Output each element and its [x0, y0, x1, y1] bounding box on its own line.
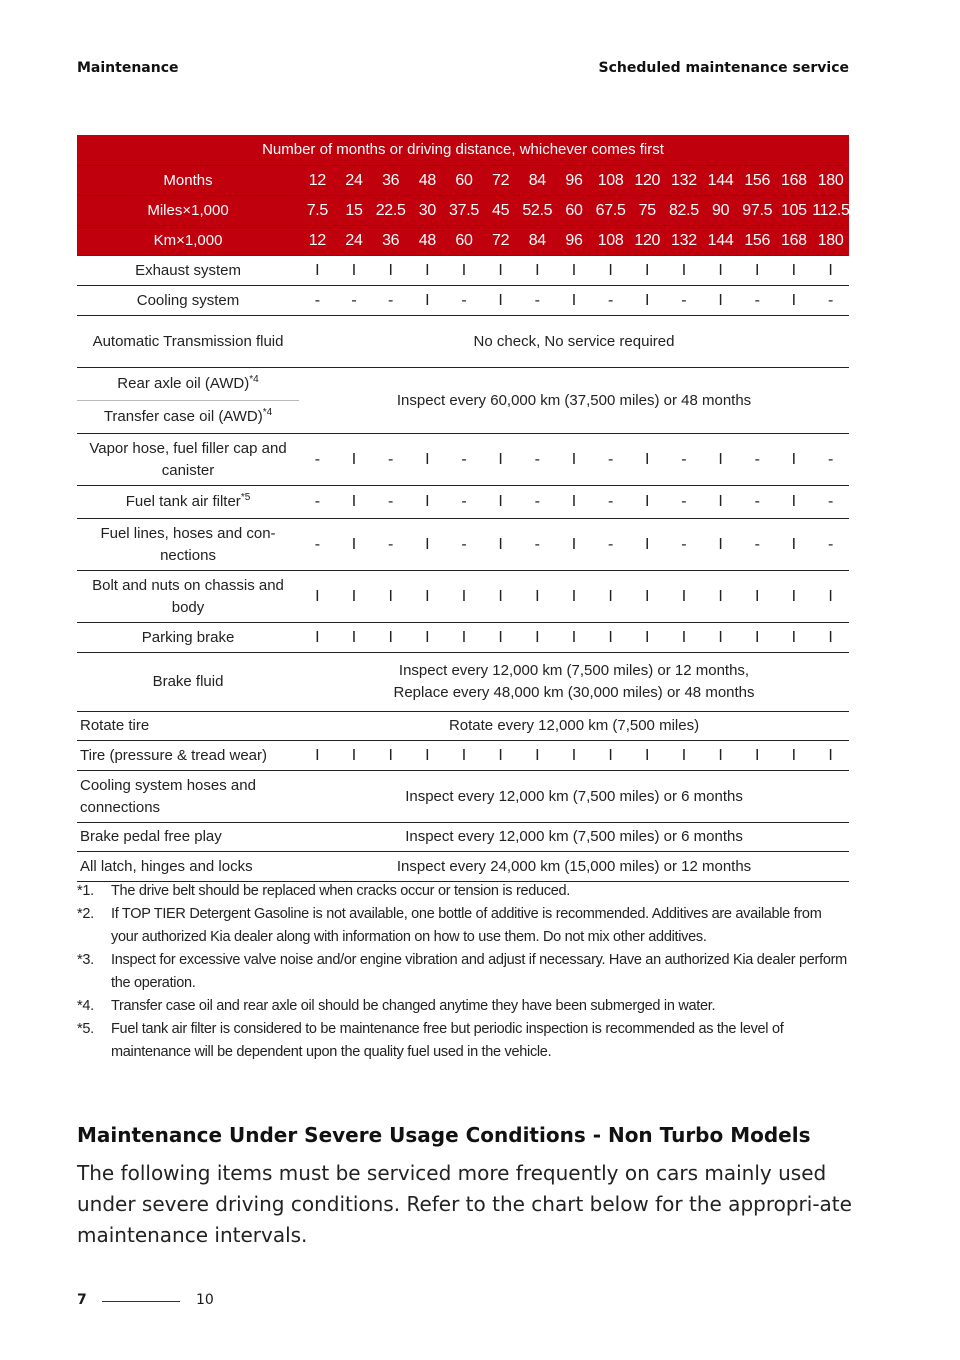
schedule-value: - — [739, 286, 776, 316]
row-note — [299, 653, 849, 712]
schedule-value: I — [776, 519, 813, 571]
schedule-value: I — [739, 571, 776, 623]
schedule-value: - — [519, 286, 556, 316]
row-label — [77, 368, 299, 401]
interval-value: 84 — [519, 166, 556, 196]
schedule-value: I — [519, 571, 556, 623]
schedule-value: - — [372, 519, 409, 571]
table-row-rear-axle-oil — [77, 368, 849, 401]
schedule-value: - — [372, 434, 409, 486]
row-label — [77, 401, 299, 434]
schedule-value: I — [336, 486, 373, 519]
page-number: 10 — [196, 1292, 214, 1308]
row-note: Rotate every 12,000 km (7,500 miles) — [299, 712, 849, 741]
schedule-value: I — [592, 256, 629, 286]
schedule-value: I — [482, 519, 519, 571]
schedule-value: I — [556, 486, 593, 519]
interval-value: 168 — [776, 166, 813, 196]
interval-value: 120 — [629, 226, 666, 256]
schedule-value: - — [372, 486, 409, 519]
schedule-value: I — [372, 623, 409, 653]
schedule-value: I — [336, 571, 373, 623]
miles-label: Miles×1,000 — [77, 196, 299, 226]
interval-value: 108 — [592, 166, 629, 196]
schedule-value: I — [666, 623, 703, 653]
schedule-value: - — [519, 434, 556, 486]
row-note: Inspect every 24,000 km (15,000 miles) or 12 months — [299, 852, 849, 882]
schedule-value: I — [556, 571, 593, 623]
row-label: Brake pedal free play — [77, 823, 299, 852]
schedule-value: I — [336, 741, 373, 771]
footnote-text: The drive belt should be replaced when cracks occur or tension is reduced. — [111, 883, 570, 899]
schedule-value: I — [482, 434, 519, 486]
schedule-value: I — [666, 741, 703, 771]
schedule-value: I — [702, 286, 739, 316]
schedule-value: I — [592, 571, 629, 623]
schedule-value: I — [409, 571, 446, 623]
schedule-value: I — [446, 571, 483, 623]
schedule-value: I — [739, 741, 776, 771]
row-label: Tire (pressure & tread wear) — [77, 741, 299, 771]
months-label: Months — [77, 166, 299, 196]
footnote-mark: *1. — [77, 883, 94, 899]
row-label: Vapor hose, fuel filler cap and canister — [77, 434, 299, 486]
schedule-value: - — [592, 434, 629, 486]
row-note: Inspect every 12,000 km (7,500 miles) or 6 months — [299, 823, 849, 852]
interval-value: 144 — [702, 226, 739, 256]
schedule-value: I — [666, 256, 703, 286]
table-row-cooling-system-hoses — [77, 771, 849, 823]
interval-value: 156 — [739, 166, 776, 196]
interval-value: 24 — [336, 226, 373, 256]
row-label-text: Rear axle oil (AWD) — [117, 375, 250, 392]
schedule-value: I — [482, 286, 519, 316]
row-label: Brake fluid — [77, 653, 299, 712]
interval-value: 36 — [372, 166, 409, 196]
schedule-value: I — [702, 486, 739, 519]
table-row-latch-hinges-locks — [77, 852, 849, 882]
schedule-value: I — [372, 571, 409, 623]
schedule-value: I — [336, 519, 373, 571]
schedule-value: - — [592, 286, 629, 316]
schedule-value: I — [409, 519, 446, 571]
maintenance-schedule-table — [77, 135, 849, 882]
schedule-value: I — [409, 434, 446, 486]
schedule-value: I — [336, 434, 373, 486]
footnote-ref: *5 — [240, 492, 251, 503]
schedule-value: I — [592, 623, 629, 653]
schedule-value: - — [299, 286, 336, 316]
schedule-value: I — [702, 434, 739, 486]
months-row — [77, 166, 849, 196]
schedule-value: I — [299, 741, 336, 771]
footnote-ref: *4 — [262, 407, 273, 418]
interval-value: 180 — [812, 226, 849, 256]
schedule-value: I — [482, 571, 519, 623]
row-label: Parking brake — [77, 623, 299, 653]
interval-value: 67.5 — [592, 196, 629, 226]
table-row-exhaust-system — [77, 256, 849, 286]
section-paragraph: The following items must be serviced more frequently on cars mainly used under severe driving conditions. Refer to the chart below for the appropri-ate maintenance intervals. — [77, 1161, 852, 1247]
header-chapter-title: Scheduled maintenance service — [598, 60, 849, 76]
schedule-value: - — [519, 519, 556, 571]
schedule-value: - — [812, 286, 849, 316]
chapter-number: 7 — [77, 1292, 87, 1308]
schedule-value: - — [372, 286, 409, 316]
interval-value: 30 — [409, 196, 446, 226]
schedule-value: I — [812, 571, 849, 623]
schedule-value: I — [629, 623, 666, 653]
schedule-value: I — [519, 256, 556, 286]
schedule-value: I — [556, 623, 593, 653]
schedule-value: I — [482, 741, 519, 771]
schedule-value: I — [482, 486, 519, 519]
row-note: Inspect every 12,000 km (7,500 miles) or 6 months — [299, 771, 849, 823]
interval-value: 97.5 — [739, 196, 776, 226]
interval-value: 168 — [776, 226, 813, 256]
row-label: Cooling system — [77, 286, 299, 316]
schedule-value: I — [446, 623, 483, 653]
schedule-value: I — [776, 571, 813, 623]
schedule-value: I — [702, 256, 739, 286]
schedule-value: I — [739, 623, 776, 653]
interval-value: 144 — [702, 166, 739, 196]
km-label: Km×1,000 — [77, 226, 299, 256]
row-note-line: Replace every 48,000 km (30,000 miles) or 48 months — [393, 684, 755, 701]
interval-value: 24 — [336, 166, 373, 196]
footnote-item — [77, 995, 852, 1018]
schedule-value: I — [409, 286, 446, 316]
row-label: Cooling system hoses and connections — [77, 771, 299, 823]
schedule-value: I — [629, 286, 666, 316]
schedule-value: - — [299, 486, 336, 519]
footnote-mark: *5. — [77, 1021, 94, 1037]
footnote-mark: *4. — [77, 998, 94, 1014]
schedule-value: I — [702, 519, 739, 571]
table-row-rotate-tire — [77, 712, 849, 741]
schedule-value: - — [299, 519, 336, 571]
table-row-parking-brake — [77, 623, 849, 653]
row-label: All latch, hinges and locks — [77, 852, 299, 882]
interval-value: 52.5 — [519, 196, 556, 226]
schedule-value: I — [776, 434, 813, 486]
schedule-value: I — [482, 256, 519, 286]
schedule-value: I — [629, 741, 666, 771]
row-label-text: Transfer case oil (AWD) — [103, 408, 263, 425]
interval-value: 22.5 — [372, 196, 409, 226]
header-section: Maintenance — [77, 60, 179, 76]
footnotes — [77, 880, 852, 1064]
schedule-value: I — [482, 623, 519, 653]
schedule-value: - — [739, 519, 776, 571]
row-label: Bolt and nuts on chassis and body — [77, 571, 299, 623]
interval-value: 72 — [482, 166, 519, 196]
schedule-value: I — [556, 434, 593, 486]
row-note: Inspect every 60,000 km (37,500 miles) or 48 months — [299, 368, 849, 434]
interval-value: 48 — [409, 226, 446, 256]
interval-value: 75 — [629, 196, 666, 226]
schedule-value: - — [446, 486, 483, 519]
interval-value: 90 — [702, 196, 739, 226]
interval-value: 112.5 — [812, 196, 849, 226]
schedule-value: - — [446, 286, 483, 316]
schedule-value: I — [336, 623, 373, 653]
schedule-value: I — [812, 256, 849, 286]
schedule-value: I — [336, 256, 373, 286]
schedule-value: I — [629, 256, 666, 286]
interval-value: 12 — [299, 166, 336, 196]
schedule-value: I — [446, 256, 483, 286]
table-row-cooling-system — [77, 286, 849, 316]
schedule-value: I — [556, 519, 593, 571]
footnote-ref: *4 — [249, 374, 259, 385]
table-row-brake-pedal-free-play — [77, 823, 849, 852]
schedule-value: - — [592, 486, 629, 519]
schedule-value: I — [629, 519, 666, 571]
schedule-value: - — [299, 434, 336, 486]
schedule-value: - — [666, 486, 703, 519]
interval-value: 132 — [666, 166, 703, 196]
interval-value: 105 — [776, 196, 813, 226]
interval-value: 7.5 — [299, 196, 336, 226]
schedule-value: I — [556, 741, 593, 771]
table-row-fuel-tank-air-filter — [77, 486, 849, 519]
footnote-text: If TOP TIER Detergent Gasoline is not available, one bottle of additive is recommended. Additives are available from your authorized Kia dealer along with information on how to use them. Do not mix other additives. — [111, 906, 822, 945]
schedule-value: I — [776, 623, 813, 653]
interval-value: 82.5 — [666, 196, 703, 226]
schedule-value: I — [666, 571, 703, 623]
schedule-value: I — [409, 741, 446, 771]
schedule-value: - — [812, 434, 849, 486]
schedule-value: I — [409, 623, 446, 653]
schedule-value: I — [372, 741, 409, 771]
schedule-value: I — [702, 623, 739, 653]
interval-value: 37.5 — [446, 196, 483, 226]
schedule-value: I — [409, 256, 446, 286]
interval-value: 96 — [556, 166, 593, 196]
footnote-text: Fuel tank air filter is considered to be maintenance free but periodic inspection is recommended as the level of maintenance will be dependent upon the quality fuel used in the vehicle. — [111, 1021, 784, 1060]
schedule-value: - — [812, 519, 849, 571]
row-label: Exhaust system — [77, 256, 299, 286]
schedule-value: I — [629, 571, 666, 623]
footnote-item — [77, 1018, 852, 1064]
schedule-value: I — [702, 571, 739, 623]
schedule-value: - — [666, 519, 703, 571]
interval-value: 156 — [739, 226, 776, 256]
interval-value: 60 — [446, 226, 483, 256]
schedule-value: - — [446, 434, 483, 486]
table-row-bolts-and-nuts — [77, 571, 849, 623]
schedule-value: - — [812, 486, 849, 519]
schedule-value: I — [592, 741, 629, 771]
interval-value: 15 — [336, 196, 373, 226]
schedule-value: - — [446, 519, 483, 571]
schedule-value: I — [556, 256, 593, 286]
schedule-value: - — [336, 286, 373, 316]
schedule-value: - — [739, 486, 776, 519]
schedule-value: - — [666, 286, 703, 316]
schedule-value: I — [812, 623, 849, 653]
row-label — [77, 486, 299, 519]
interval-value: 45 — [482, 196, 519, 226]
schedule-value: I — [299, 256, 336, 286]
schedule-value: - — [666, 434, 703, 486]
footnote-item — [77, 949, 852, 995]
schedule-value: I — [776, 256, 813, 286]
schedule-value: I — [372, 256, 409, 286]
schedule-value: - — [592, 519, 629, 571]
schedule-value: I — [446, 741, 483, 771]
footnote-mark: *3. — [77, 952, 94, 968]
table-row-tire-pressure — [77, 741, 849, 771]
table-row-fuel-lines — [77, 519, 849, 571]
footnote-item — [77, 880, 852, 903]
row-note: No check, No service required — [299, 316, 849, 368]
schedule-value: - — [739, 434, 776, 486]
interval-value: 84 — [519, 226, 556, 256]
schedule-value: I — [629, 486, 666, 519]
schedule-value: I — [776, 286, 813, 316]
schedule-value: I — [702, 741, 739, 771]
table-row-brake-fluid — [77, 653, 849, 712]
page-number-divider — [102, 1301, 180, 1302]
schedule-value: I — [519, 741, 556, 771]
schedule-value: I — [556, 286, 593, 316]
schedule-value: I — [409, 486, 446, 519]
row-label-text: Fuel tank air filter — [125, 493, 241, 510]
interval-value: 180 — [812, 166, 849, 196]
row-label: Rotate tire — [77, 712, 299, 741]
table-title: Number of months or driving distance, whichever comes first — [77, 135, 849, 166]
row-label: Automatic Transmission fluid — [77, 316, 299, 368]
interval-value: 60 — [556, 196, 593, 226]
interval-value: 108 — [592, 226, 629, 256]
schedule-value: - — [519, 486, 556, 519]
table-title-row — [77, 135, 849, 166]
interval-value: 60 — [446, 166, 483, 196]
table-row-automatic-transmission-fluid — [77, 316, 849, 368]
footnote-mark: *2. — [77, 906, 94, 922]
interval-value: 48 — [409, 166, 446, 196]
schedule-value: I — [812, 741, 849, 771]
schedule-value: I — [739, 256, 776, 286]
row-label: Fuel lines, hoses and con-nections — [77, 519, 299, 571]
miles-row — [77, 196, 849, 226]
schedule-value: I — [776, 486, 813, 519]
interval-value: 12 — [299, 226, 336, 256]
interval-value: 132 — [666, 226, 703, 256]
table-row-vapor-hose — [77, 434, 849, 486]
interval-value: 120 — [629, 166, 666, 196]
interval-value: 96 — [556, 226, 593, 256]
section-title: Maintenance Under Severe Usage Conditions - Non Turbo Models — [77, 1123, 811, 1147]
row-note-line: Inspect every 12,000 km (7,500 miles) or 12 months, — [398, 662, 750, 679]
schedule-value: I — [629, 434, 666, 486]
footnote-text: Transfer case oil and rear axle oil should be changed anytime they have been submerged in water. — [111, 998, 716, 1014]
schedule-value: I — [299, 623, 336, 653]
footnote-text: Inspect for excessive valve noise and/or engine vibration and adjust if necessary. Have an authorized Kia dealer perform the operation. — [111, 952, 847, 991]
km-row — [77, 226, 849, 256]
interval-value: 36 — [372, 226, 409, 256]
schedule-value: I — [299, 571, 336, 623]
schedule-value: I — [776, 741, 813, 771]
interval-value: 72 — [482, 226, 519, 256]
footnote-item — [77, 903, 852, 949]
schedule-value: I — [519, 623, 556, 653]
